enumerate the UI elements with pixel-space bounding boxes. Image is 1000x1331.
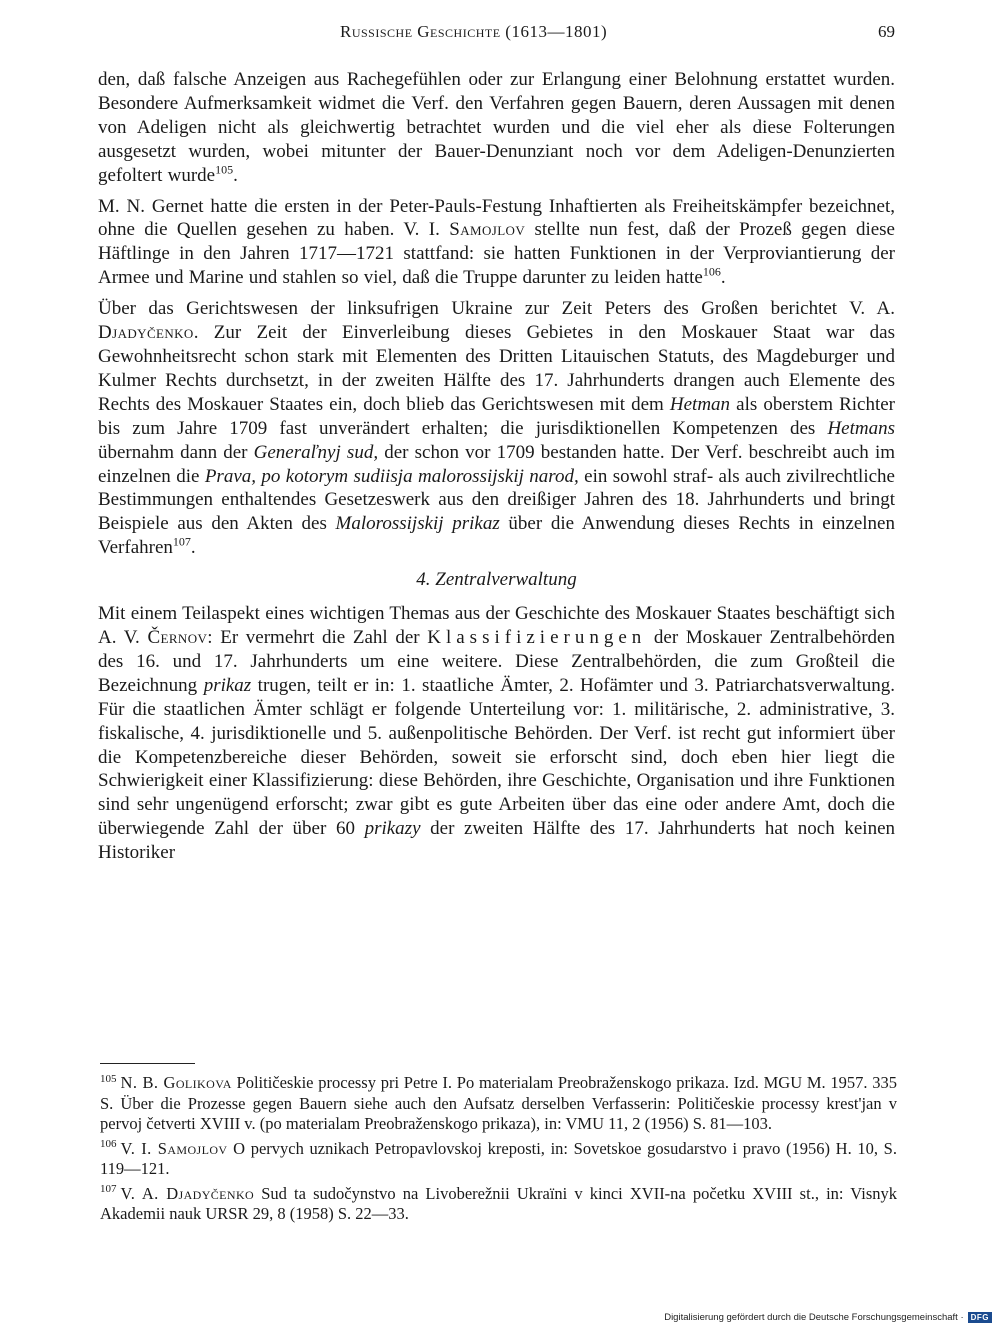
page-number: 69: [878, 22, 895, 41]
footnotes: [100, 1073, 897, 1229]
digitization-credit: [664, 1312, 992, 1323]
footnote-105: $^{105}$ N. B. Golikova Političeskie processy pri Petre I. Po materialam Preobraženskogo prikaza. Izd. MGU M. 1957. 335 S. Über die Prozesse gegen Bauern siehe auch den Aufsatz derselben Verfasserin: Političeskie processy krest'jan v pervoj četverti XVIII v. (po materialam Preobraženskogo prikaza), in: VMU 11, 2 (1956) S. 81—103.: [100, 1072, 897, 1133]
paragraph-4: Mit einem Teilaspekt eines wichtigen Themas aus der Geschichte des Moskauer Staates beschäftigt sich A. V. Černov: Er vermehrt die Zahl der Klassifizierungen der Moskauer Zentralbehörden des 16. und 17. Jahrhunderts um eine weitere. Diese Zentralbehörden, die zum Großteil die Bezeichnung prikaz trugen, teilt er in: 1. staatliche Ämter, 2. Hofämter und 3. Patriarchatsverwaltung. Für die staatlichen Ämter schlägt er folgende Unterteilung vor: 1. militärische, 2. administrative, 3. fiskalische, 4. jurisdiktionelle und 5. außenpolitische Behörden. Der Verf. ist recht gut informiert über die Kompetenzbereiche dieser Behörden, soweit sie erforscht sind, doch eben hier liegt die Schwierigkeit einer Klassifizierung: diese Behörden, ihre Geschichte, Organisation und ihre Funktionen sind sehr ungenügend erforscht; zwar gibt es gute Arbeiten über das eine oder andere Amt, doch die überwiegende Zahl der über 60 prikazy der zweiten Hälfte des 17. Jahrhunderts hat noch keinen Historiker: [98, 603, 895, 864]
author-name: Samojlov: [449, 219, 526, 241]
author-name: Djadyčenko: [98, 322, 194, 344]
credit-text: Digitalisierung gefördert durch die Deutsche Forschungsgemeinschaft ·: [664, 1312, 964, 1323]
spaced-term: Klassifizierungen: [427, 627, 647, 649]
dfg-logo-icon: DFG: [968, 1312, 992, 1323]
footnote-divider: [100, 1063, 195, 1064]
paragraph-2: M. N. Gernet hatte die ersten in der Peter-Pauls-Festung Inhaftierten als Freiheitskämpfer bezeichnet, ohne die Quellen gesehen zu haben. V. I. Samojlov stellte nun fest, daß der Prozeß gegen diese Häftlinge in den Jahren 1717—1721 stattfand: sie hatten Funktionen in der Verproviantierung der Armee und Marine und stahlen so viel, daß die Truppe darunter zu leiden hatte$^{106}$.: [98, 195, 895, 289]
paragraph-3: Über das Gerichtswesen der linksufrigen Ukraine zur Zeit Peters des Großen berichtet V. A. Djadyčenko. Zur Zeit der Einverleibung dieses Gebietes in den Moskauer Staat war das Gewohnheitsrecht schon stark mit Elementen des Dritten Litauischen Statuts, des Magdeburger und Kulmer Rechts durchsetzt, in der zweiten Hälfte des 17. Jahrhunderts drangen auch Elemente des Rechts des Moskauer Staates ein, doch blieb das Gerichtswesen mit dem Hetman als oberstem Richter bis zum Jahre 1709 fast unverändert erhalten; die jurisdiktionellen Kompetenzen des Hetmans übernahm dann der Generaľnyj sud, der schon vor 1709 bestanden hatte. Der Verf. beschreibt auch im einzelnen die Prava, po kotorym sudiisja malorossijskij narod, ein sowohl straf- als auch zivilrechtliche Bestimmungen enthaltendes Gesetzeswerk aus den dreißiger Jahren des 18. Jahrhunderts und bringt Beispiele aus den Akten des Malorossijskij prikaz über die Anwendung dieses Rechts in einzelnen Verfahren$^{107}$.: [98, 298, 896, 559]
paragraph-1: den, daß falsche Anzeigen aus Rachegefühlen oder zur Erlangung einer Belohnung erstattet wurden. Besondere Aufmerksamkeit widmet die Verf. den Verfahren gegen Bauern, deren Aussagen mit denen von Adeligen nicht als gleichwertig betrachtet wurden und die viel eher als diese Folterungen ausgesetzt wurden, wobei mitunter der Bauer-Denunziant noch vor dem Adeligen-Denunzierten gefoltert wurde$^{105}$.: [98, 69, 895, 186]
footnote-ref-106[interactable]: 106: [702, 264, 721, 279]
section-heading: 4. Zentralverwaltung: [416, 569, 577, 591]
footnote-107: $^{107}$ V. A. Djadyčenko Sud ta sudočynstvo na Livoberežnii Ukraïni v kinci XVII-na početku XVIII st., in: Visnyk Akademii nauk URSR 29, 8 (1958) S. 22—33.: [100, 1183, 897, 1223]
footnote-106: $^{106}$ V. I. Samojlov O pervych uznikach Petropavlovskoj kreposti, in: Sovetskoe gosudarstvo i pravo (1956) H. 10, S. 119—121.: [100, 1138, 897, 1178]
footnote-ref-105[interactable]: 105: [215, 162, 234, 177]
footnote-ref-107[interactable]: 107: [172, 534, 191, 549]
author-name: Černov: [147, 627, 208, 649]
running-title: Russische Geschichte (1613—1801): [340, 22, 608, 41]
page-header: [100, 22, 895, 52]
body-text: [98, 68, 895, 872]
